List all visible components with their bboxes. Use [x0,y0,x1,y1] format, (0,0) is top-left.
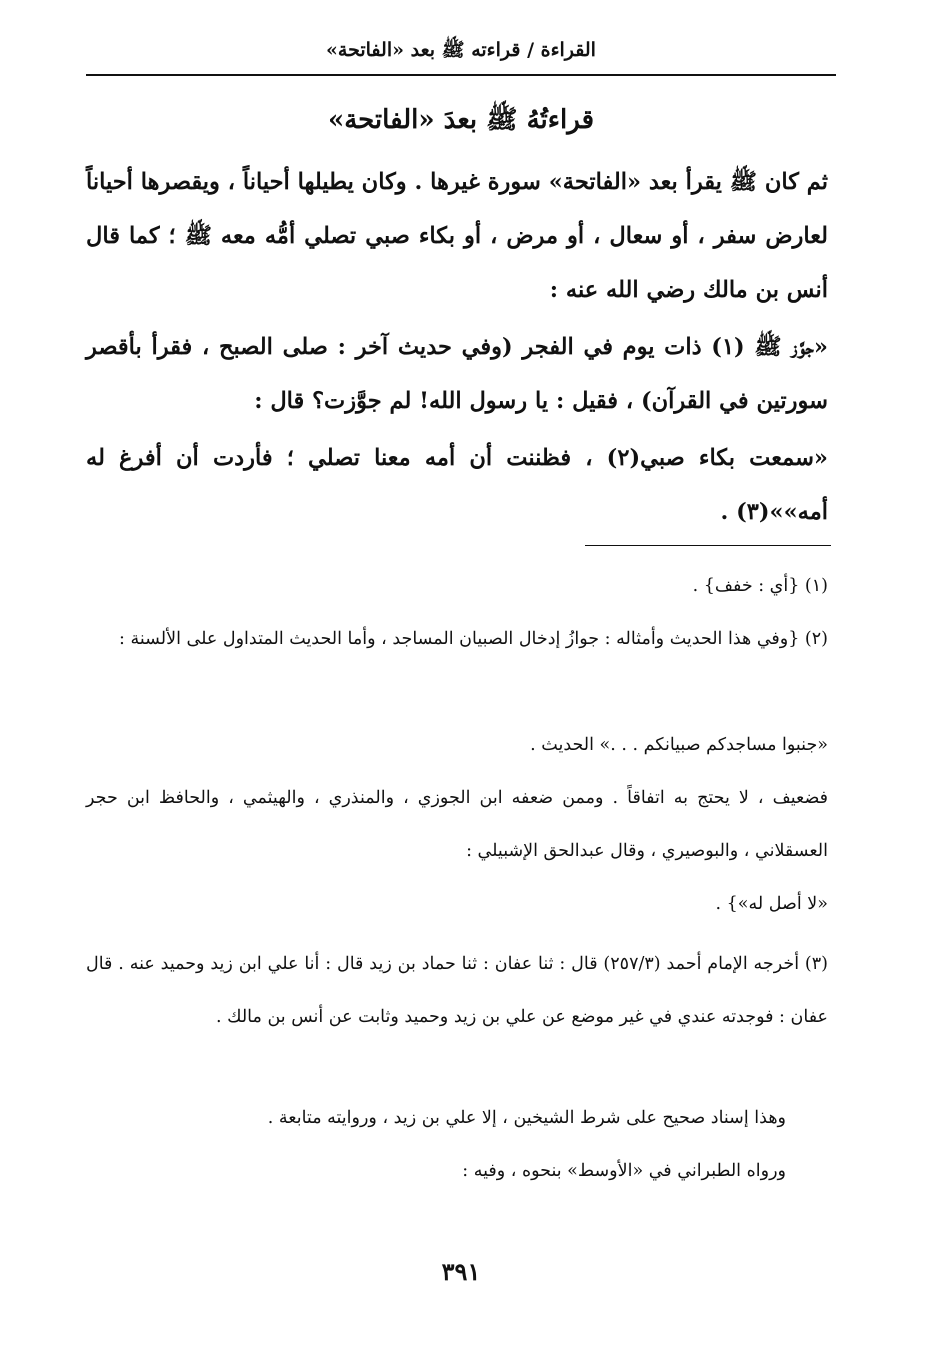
footnote-2-end: «لا أصل له»} . [715,894,828,914]
footnote-rule [585,545,831,546]
footnote-2-continued: فضعيف ، لا يحتج به اتفاقاً . وممن ضعفه ابن الجوزي ، والمنذري ، والهيثمي ، والحافظ ابن حجر العسقلاني ، والبوصيري ، وقال عبدالحق الإشبيلي : [86,788,829,861]
footnote-3: (٣) أخرجه الإمام أحمد (٢٥٧/٣) قال : ثنا عفان : ثنا حماد بن زيد قال : أنا علي ابن زيد وحميد عنه . قال عفان : فوجدته عندي في غير موضع عن علي بن زيد وحميد وثابت عن أنس بن مالك . [86,954,828,1027]
header-rule [86,74,836,76]
footnote-2-quote: «جنبوا مساجدكم صبيانكم . . .» الحديث . [530,735,828,755]
footnote-2: (٢) {وفي هذا الحديث وأمثاله : جوازُ إدخال الصبيان المساجد ، وأما الحديث المتداول على الألسنة : [119,629,828,649]
section-title: قراءتُهُ ﷺ بعدَ «الفاتحة» [327,105,595,135]
page-number: ٣٩١ [441,1257,481,1286]
body-paragraph-3: «سمعت بكاء صبي(٢) ، فظننت أن أمه معنا تصلي ؛ فأردت أن أفرغ له أمه»»(٣) . [86,445,828,525]
footnote-1: (١) {أي : خفف} . [692,576,828,596]
running-header: القراءة / قراءته ﷺ بعد «الفاتحة» [326,39,596,61]
footnote-3-verdict: وهذا إسناد صحيح على شرط الشيخين ، إلا علي بن زيد ، وروايته متابعة . [267,1108,786,1128]
footnote-3-tabarani: ورواه الطبراني في «الأوسط» بنحوه ، وفيه : [462,1161,786,1181]
body-paragraph-1: ثم كان ﷺ يقرأ بعد «الفاتحة» سورة غيرها . وكان يطيلها أحياناً ، ويقصرها أحياناً لعارض سفر ، أو سعال ، أو مرض ، أو بكاء صبي تصلي أمُّه معه ﷺ ؛ كما قال أنس بن مالك رضي الله عنه : [86,169,828,303]
body-paragraph-2: «جوَّز ﷺ (١) ذات يوم في الفجر (وفي حديث آخر : صلى الصبح ، فقرأ بأقصر سورتين في القرآن) ، فقيل : يا رسول الله! لم جوَّزت؟ قال : [86,334,828,414]
